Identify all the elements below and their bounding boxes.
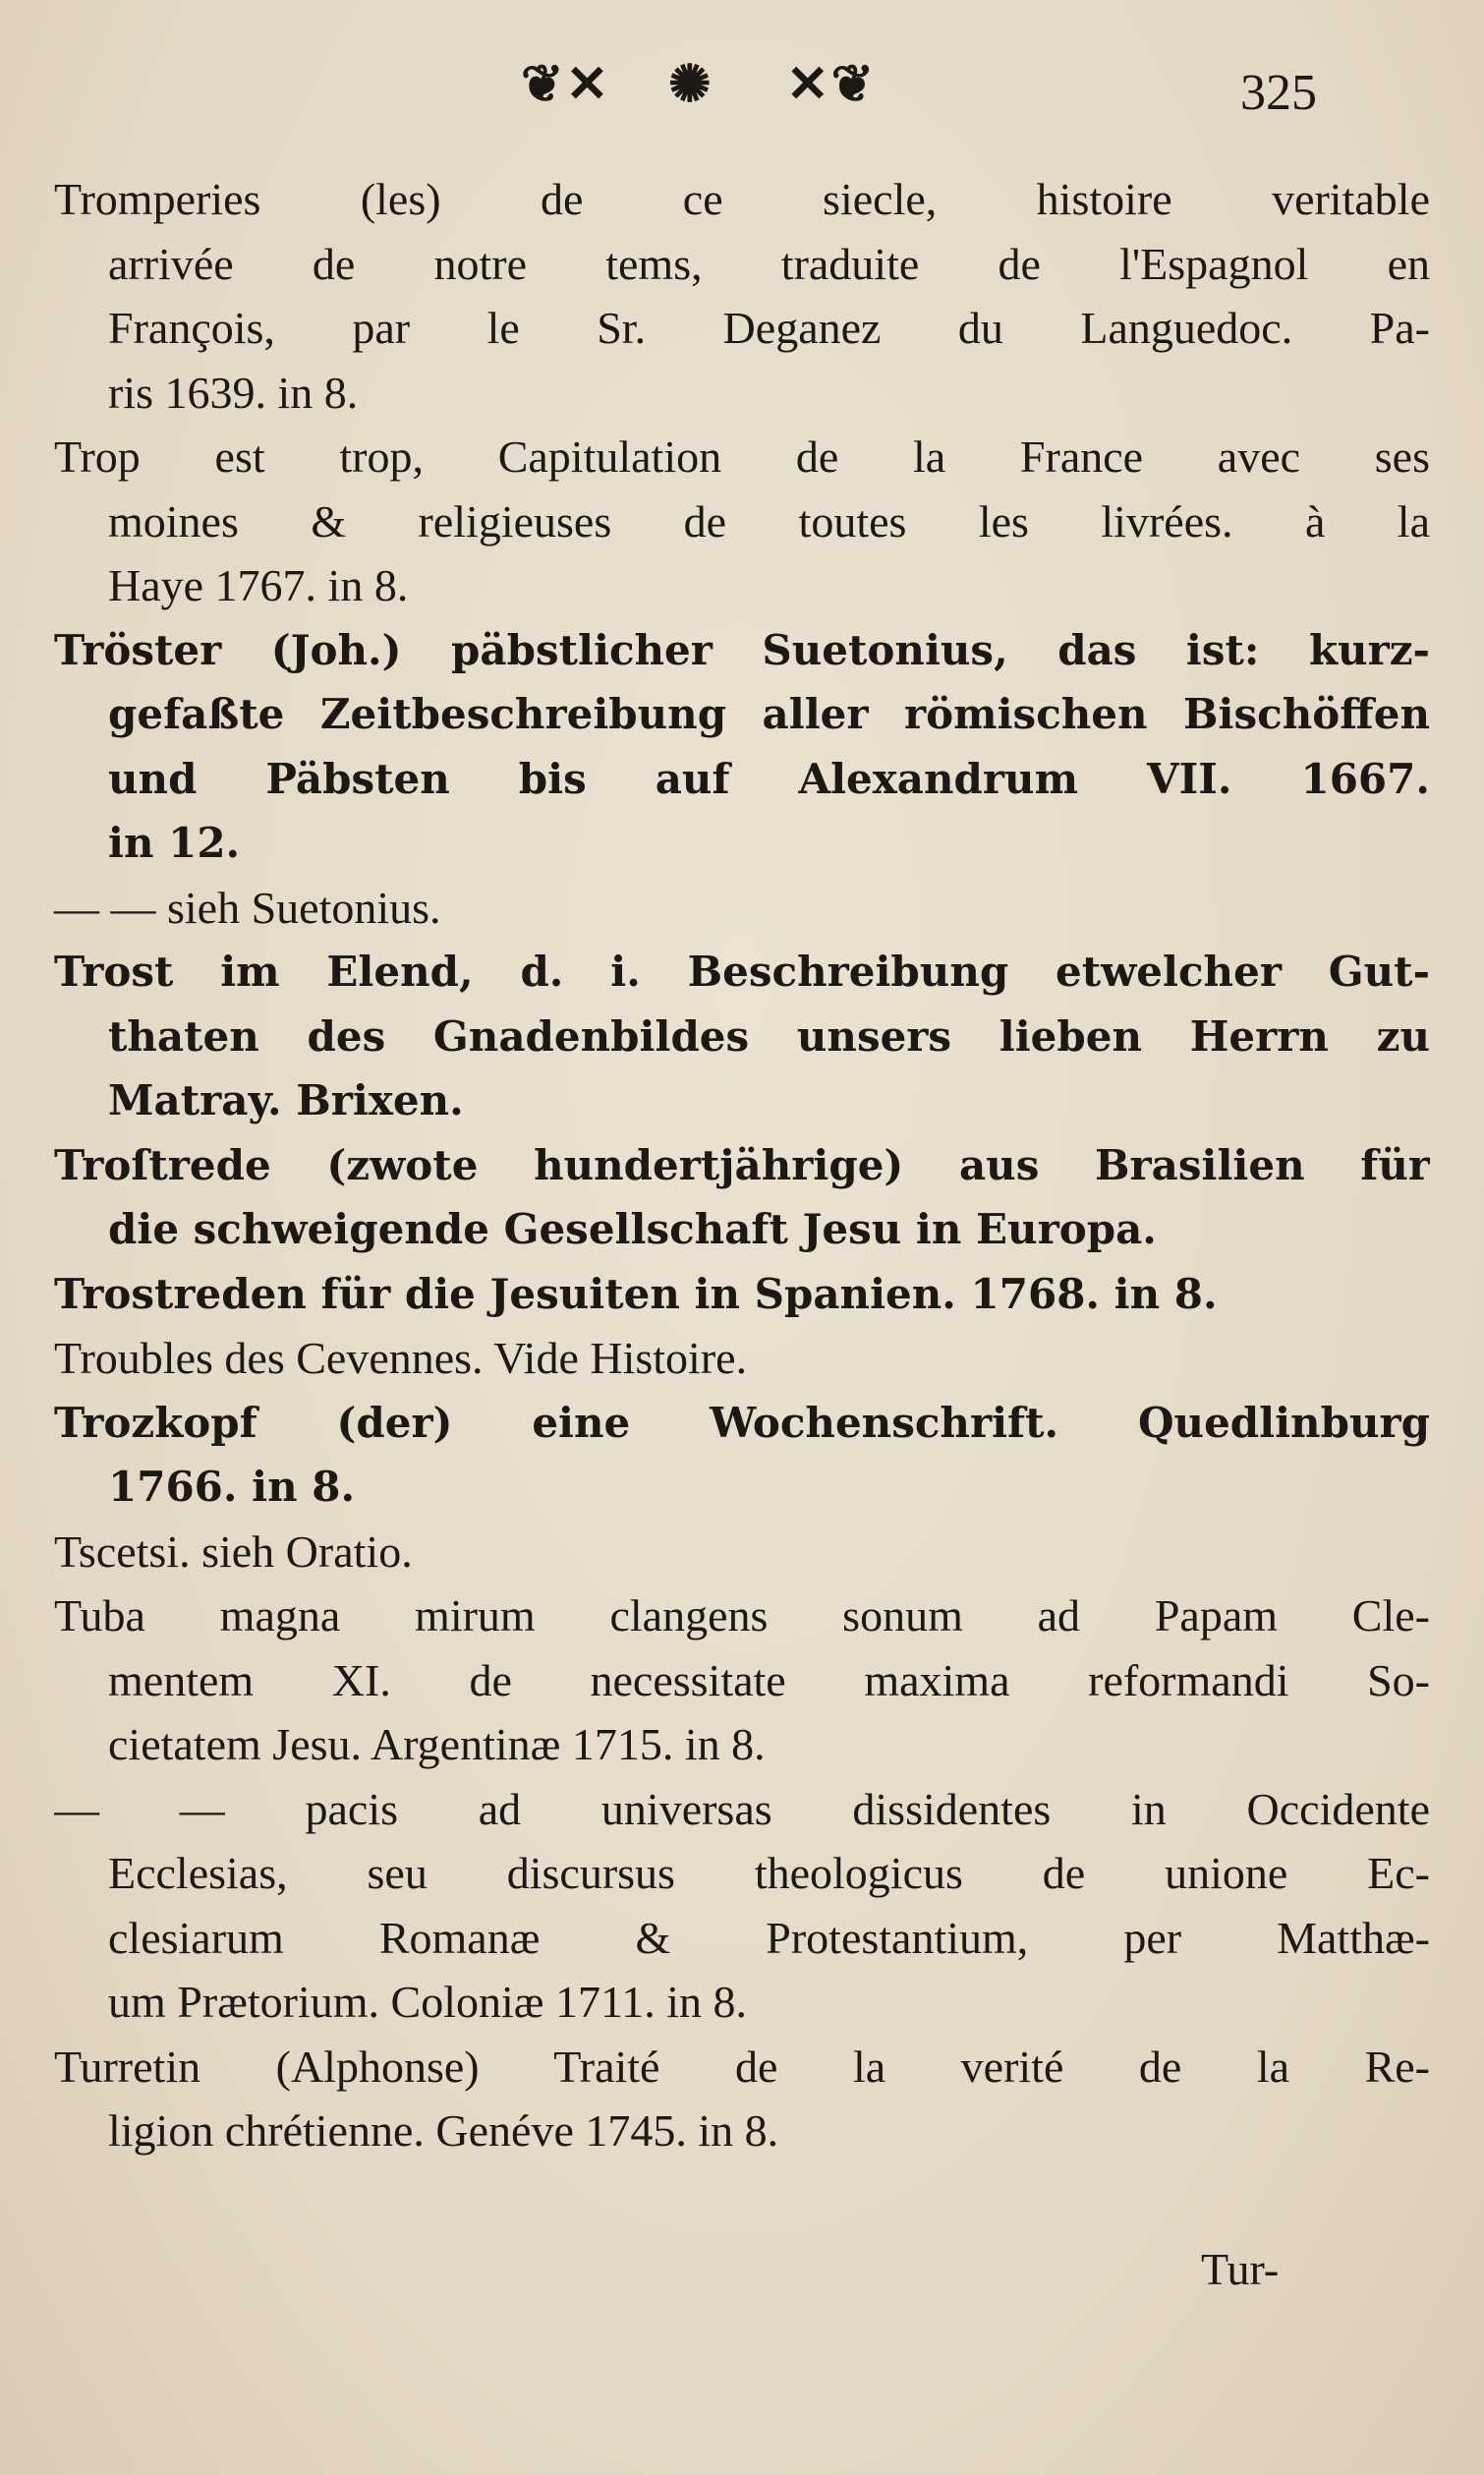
entry-line: Trost im Elend, d. i. Beschreibung etwelcher Gut- bbox=[54, 948, 1430, 996]
entry-line: — — sieh Suetonius. bbox=[54, 882, 441, 933]
entry-line: moines & religieuses de toutes les livrées. à la bbox=[108, 495, 1430, 547]
entry-line: — — pacis ad universas dissidentes in Occidente bbox=[54, 1783, 1430, 1834]
index-entry bbox=[54, 618, 1430, 876]
entry-line: Troubles des Cevennes. Vide Histoire. bbox=[54, 1333, 748, 1383]
index-entry bbox=[54, 1777, 1430, 2035]
index-entry bbox=[54, 1262, 1430, 1327]
entry-line: ris 1639. in 8. bbox=[108, 367, 359, 418]
entry-line: um Prætorium. Coloniæ 1711. in 8. bbox=[108, 1977, 748, 2027]
ornament-left: ❦✕ bbox=[521, 54, 611, 114]
entry-line: Trop est trop, Capitulation de la France avec ses bbox=[54, 432, 1430, 482]
entry-line: Tuba magna mirum clangens sonum ad Papam Cle- bbox=[54, 1590, 1430, 1640]
entry-line: Ecclesias, seu discursus theologicus de unione Ec- bbox=[108, 1848, 1430, 1898]
entry-line: Troſtrede (zwote hundertjährige) aus Brasilien für bbox=[54, 1140, 1430, 1189]
entry-line: und Päbsten bis auf Alexandrum VII. 1667. bbox=[108, 754, 1430, 803]
ornament-right: ✕❦ bbox=[786, 54, 877, 114]
index-entry bbox=[54, 1520, 1430, 1584]
index-entry bbox=[54, 1133, 1430, 1262]
entry-line: Haye 1767. in 8. bbox=[108, 560, 409, 610]
entry-line: die schweigende Gesellschaft Jesu in Europa. bbox=[108, 1205, 1157, 1253]
index-entry bbox=[54, 876, 1430, 941]
index-entry bbox=[54, 1326, 1430, 1391]
entry-line: gefaßte Zeitbeschreibung aller römischen Bischöffen bbox=[108, 690, 1430, 738]
index-entry bbox=[54, 1583, 1430, 1777]
entry-line: thaten des Gnadenbildes unsers lieben Herrn zu bbox=[108, 1011, 1430, 1061]
index-entry bbox=[54, 2035, 1430, 2163]
entry-line: Trozkopf (der) eine Wochenschrift. Quedlinburg bbox=[54, 1398, 1430, 1447]
entry-line: arrivée de notre tems, traduite de l'Espagnol en bbox=[108, 238, 1430, 289]
index-entry bbox=[54, 167, 1430, 425]
entry-line: Turretin (Alphonse) Traité de la verité de la Re- bbox=[54, 2041, 1430, 2092]
catchword: Tur- bbox=[1201, 2244, 1280, 2294]
index-entry bbox=[54, 1391, 1430, 1520]
page-number: 325 bbox=[1240, 65, 1317, 121]
entry-line: Tromperies (les) de ce siecle, histoire veritable bbox=[54, 174, 1430, 224]
entry-line: mentem XI. de necessitate maxima reformandi So- bbox=[108, 1654, 1430, 1705]
entry-line: cietatem Jesu. Argentinæ 1715. in 8. bbox=[108, 1719, 766, 1769]
entry-line: Matray. Brixen. bbox=[108, 1076, 464, 1124]
ornament-center: ✺ bbox=[668, 54, 713, 114]
entry-line: in 12. bbox=[108, 819, 241, 867]
entry-line: Tscetsi. sieh Oratio. bbox=[54, 1525, 413, 1577]
index-entry bbox=[54, 425, 1430, 618]
entry-line: Trostreden für die Jesuiten in Spanien. 1768. in 8. bbox=[54, 1269, 1218, 1318]
entry-line: clesiarum Romanæ & Protestantium, per Matthæ- bbox=[108, 1912, 1430, 1963]
entry-line: ligion chrétienne. Genéve 1745. in 8. bbox=[108, 2105, 779, 2156]
index-entry bbox=[54, 940, 1430, 1133]
entry-line: François, par le Sr. Deganez du Languedoc. Pa- bbox=[108, 303, 1430, 353]
page-header bbox=[0, 54, 1484, 133]
entry-line: 1766. in 8. bbox=[108, 1463, 356, 1511]
entry-line: Tröster (Joh.) päbstlicher Suetonius, das ist: kurz- bbox=[54, 625, 1430, 674]
index-entries bbox=[54, 167, 1430, 2163]
